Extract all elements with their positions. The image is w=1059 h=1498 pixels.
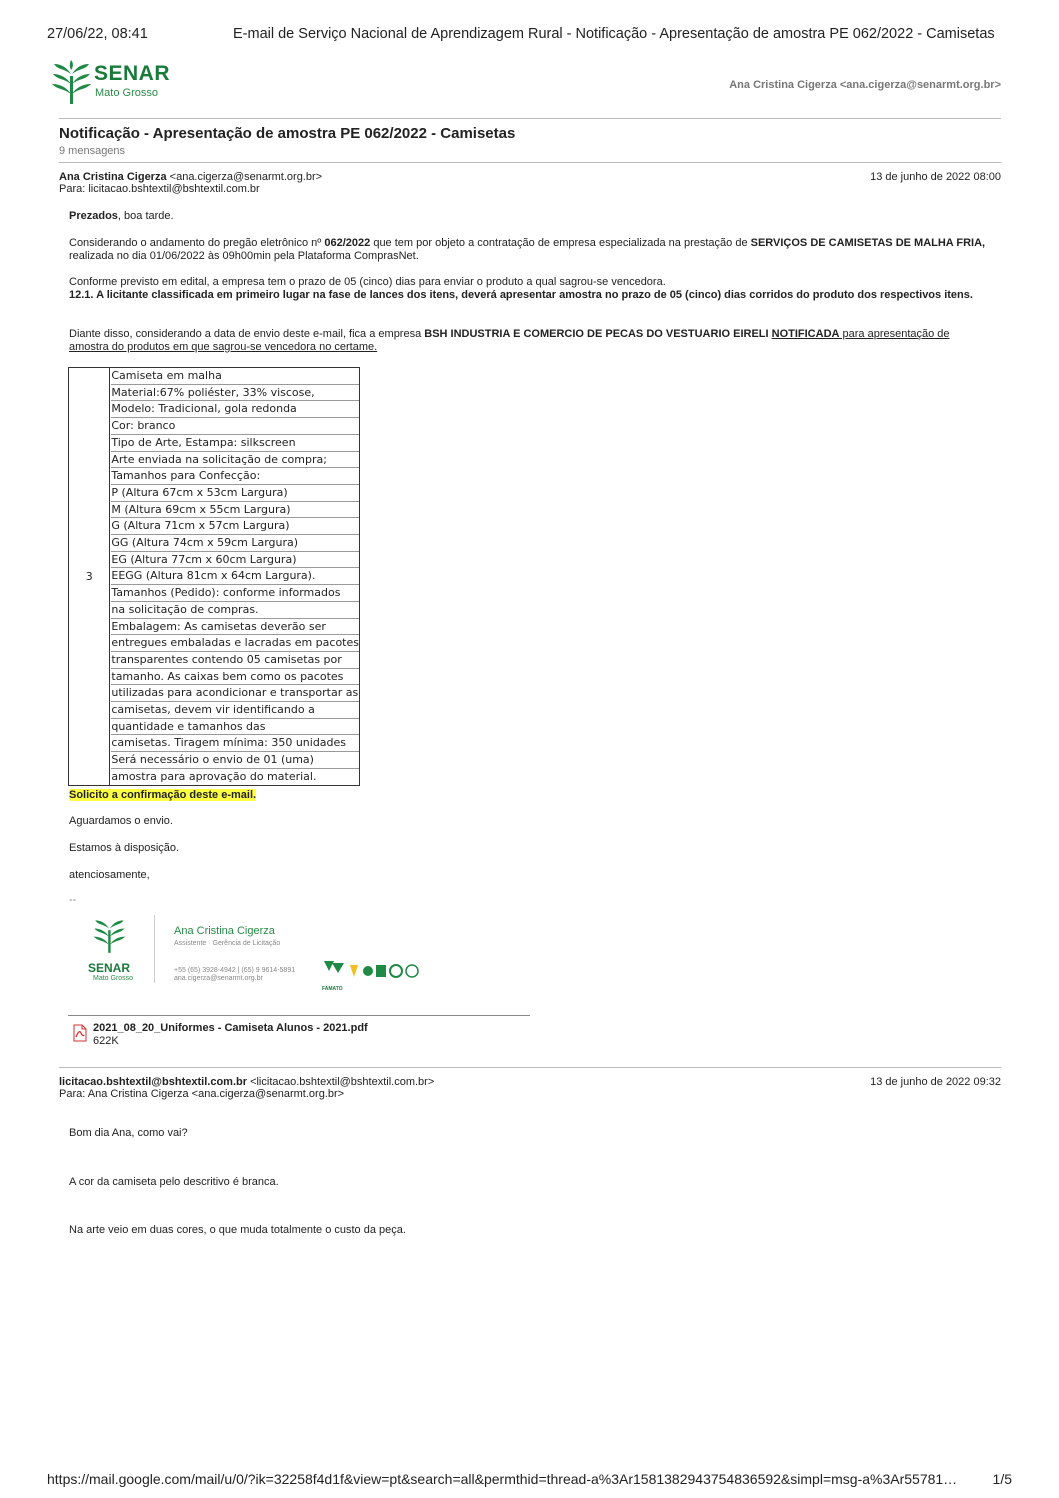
reply-line-1: Bom dia Ana, como vai? xyxy=(69,1127,188,1139)
paragraph-2 xyxy=(69,276,989,302)
message-divider xyxy=(59,1067,1001,1068)
partner-name: FAMATO xyxy=(322,986,343,992)
signature-separator: -- xyxy=(69,894,77,906)
attachment-name: 2021_08_20_Uniformes - Camiseta Alunos - 2021.pdf xyxy=(93,1022,368,1034)
p1-text-c: realizada no dia 01/06/2022 às 09h00min pela Plataforma ComprasNet. xyxy=(69,250,419,262)
email-signature xyxy=(80,915,430,992)
p3-notified: NOTIFICADA xyxy=(771,328,840,340)
reply-line-3: Na arte veio em duas cores, o que muda totalmente o custo da peça. xyxy=(69,1224,406,1236)
item-description-line: Tamanhos para Confecção: xyxy=(111,468,359,485)
p1-object: SERVIÇOS DE CAMISETAS DE MALHA FRIA, xyxy=(750,237,986,249)
item-table xyxy=(68,367,360,786)
item-description-line: Camiseta em malha xyxy=(111,368,359,385)
item-description-line: Arte enviada na solicitação de compra; xyxy=(111,452,359,469)
message2-sender[interactable] xyxy=(59,1076,434,1088)
item-description-line: amostra para aprovação do material. xyxy=(111,769,317,783)
table-row xyxy=(69,368,360,786)
signature-org: SENAR xyxy=(88,961,131,975)
item-description-line: transparentes contendo 05 camisetas por xyxy=(111,652,359,669)
item-description-line: Modelo: Tradicional, gola redonda xyxy=(111,401,359,418)
sender-name: Ana Cristina Cigerza xyxy=(59,171,167,183)
p1-number: 062/2022 xyxy=(324,237,371,249)
attachment-divider xyxy=(68,1015,530,1016)
item-description-line: camisetas. Tiragem mínima: 350 unidades xyxy=(111,735,359,752)
message1-recipient: Para: licitacao.bshtextil@bshtextil.com.br xyxy=(59,183,260,195)
confirm-request xyxy=(69,789,256,802)
senar-logo xyxy=(50,60,190,108)
p3-text-a: Diante disso, considerando a data de envio deste e-mail, fica a empresa xyxy=(69,328,425,340)
attachment-size: 622K xyxy=(93,1035,119,1047)
thread-subject: Notificação - Apresentação de amostra PE 062/2022 - Camisetas xyxy=(59,125,516,142)
sender-email: <licitacao.bshtextil@bshtextil.com.br> xyxy=(250,1076,435,1088)
thread-divider xyxy=(59,162,1001,163)
p2-text: Conforme previsto em edital, a empresa tem o prazo de 05 (cinco) dias para enviar o produto a qual sagrou-se vencedora. xyxy=(69,276,666,288)
greeting-bold: Prezados xyxy=(69,210,118,222)
account-email: Ana Cristina Cigerza <ana.cigerza@senarmt.org.br> xyxy=(729,79,1001,91)
signature-name: Ana Cristina Cigerza xyxy=(174,925,275,937)
signature-role: Assistente · Gerência de Licitação xyxy=(174,940,281,947)
item-description-line: na solicitação de compras. xyxy=(111,602,359,619)
available-line: Estamos à disposição. xyxy=(69,842,180,854)
message2-date: 13 de junho de 2022 09:32 xyxy=(870,1076,1001,1088)
item-description-line: Embalagem: As camisetas deverão ser xyxy=(111,619,359,636)
confirm-highlight: Solicito a confirmação deste e-mail. xyxy=(69,789,257,801)
message-count: 9 mensagens xyxy=(59,145,126,157)
paragraph-1 xyxy=(69,237,989,263)
item-description-line: quantidade e tamanhos das xyxy=(111,719,359,736)
item-description-line: Será necessário o envio de 01 (uma) xyxy=(111,752,359,769)
message2-recipient: Para: Ana Cristina Cigerza <ana.cigerza@senarmt.org.br> xyxy=(59,1088,345,1100)
logo-name: SENAR xyxy=(94,62,171,85)
signature-wheat-icon xyxy=(92,917,126,953)
print-title: E-mail de Serviço Nacional de Aprendizagem Rural - Notificação - Apresentação de amostra PE 062/2022 - Camisetas xyxy=(233,26,995,42)
p3-text-b: para apresentação de amostra do produtos em que sagrou-se vencedora no certame. xyxy=(69,328,950,353)
item-description-line: GG (Altura 74cm x 59cm Largura) xyxy=(111,535,359,552)
p1-text-b: que tem por objeto a contratação de empresa especializada na prestação de xyxy=(370,237,751,249)
greeting-rest: , boa tarde. xyxy=(117,210,174,222)
item-description-line: G (Altura 71cm x 57cm Largura) xyxy=(111,518,359,535)
message1-date: 13 de junho de 2022 08:00 xyxy=(870,171,1001,183)
item-description-line: Cor: branco xyxy=(111,418,359,435)
p2-clause: 12.1. A licitante classificada em primeiro lugar na fase de lances dos itens, deverá apresentar amostra no prazo de 05 (cinco) dias corridos do produto dos respectivos itens. xyxy=(69,289,973,301)
header-divider xyxy=(59,118,1001,119)
signature-divider xyxy=(154,915,155,983)
signature-email: ana.cigerza@senarmt.org.br xyxy=(174,975,263,982)
p3-company: BSH INDUSTRIA E COMERCIO DE PECAS DO VESTUARIO EIRELI xyxy=(424,328,769,340)
partner-logos-icon xyxy=(322,957,420,983)
item-description-line: tamanho. As caixas bem como os pacotes xyxy=(111,669,359,686)
item-description-line: M (Altura 69cm x 55cm Largura) xyxy=(111,502,359,519)
item-description-line: entregues embaladas e lacradas em pacotes xyxy=(111,635,359,652)
page-number: 1/5 xyxy=(992,1471,1012,1487)
print-datetime: 27/06/22, 08:41 xyxy=(47,26,148,42)
signature-org-region: Mato Grosso xyxy=(93,975,134,982)
footer-url: https://mail.google.com/mail/u/0/?ik=32258f4d1f&view=pt&search=all&permthid=thread-a%3Ar1581382943754836592&simpl=msg-a%3Ar55781… xyxy=(47,1471,958,1487)
sender-email: <ana.cigerza@senarmt.org.br> xyxy=(169,171,323,183)
p1-text-a: Considerando o andamento do pregão eletrônico nº xyxy=(69,237,325,249)
paragraph-3 xyxy=(69,328,989,354)
item-number: 3 xyxy=(69,368,110,786)
wheat-logo-icon xyxy=(50,60,92,104)
item-description-line: Material:67% poliéster, 33% viscose, xyxy=(111,385,359,402)
await-line: Aguardamos o envio. xyxy=(69,815,173,827)
pdf-icon xyxy=(72,1024,88,1042)
closing-line: atenciosamente, xyxy=(69,869,150,881)
item-description-line: EG (Altura 77cm x 60cm Largura) xyxy=(111,552,359,569)
item-description xyxy=(110,368,360,786)
signature-phone: +55 (65) 3928-4942 | (65) 9 9614-5891 xyxy=(174,967,296,974)
partner-logos xyxy=(322,957,420,992)
item-description-line: camisetas, devem vir identificando a xyxy=(111,702,359,719)
logo-region: Mato Grosso xyxy=(95,87,158,99)
message1-sender[interactable] xyxy=(59,171,322,183)
item-description-line: P (Altura 67cm x 53cm Largura) xyxy=(111,485,359,502)
item-description-line: Tipo de Arte, Estampa: silkscreen xyxy=(111,435,359,452)
greeting xyxy=(69,210,174,223)
item-description-line: EEGG (Altura 81cm x 64cm Largura). xyxy=(111,568,359,585)
item-description-line: utilizadas para acondicionar e transportar as xyxy=(111,685,359,702)
item-description-line: Tamanhos (Pedido): conforme informados xyxy=(111,585,359,602)
sender-name: licitacao.bshtextil@bshtextil.com.br xyxy=(59,1076,247,1088)
reply-line-2: A cor da camiseta pelo descritivo é branca. xyxy=(69,1176,279,1188)
